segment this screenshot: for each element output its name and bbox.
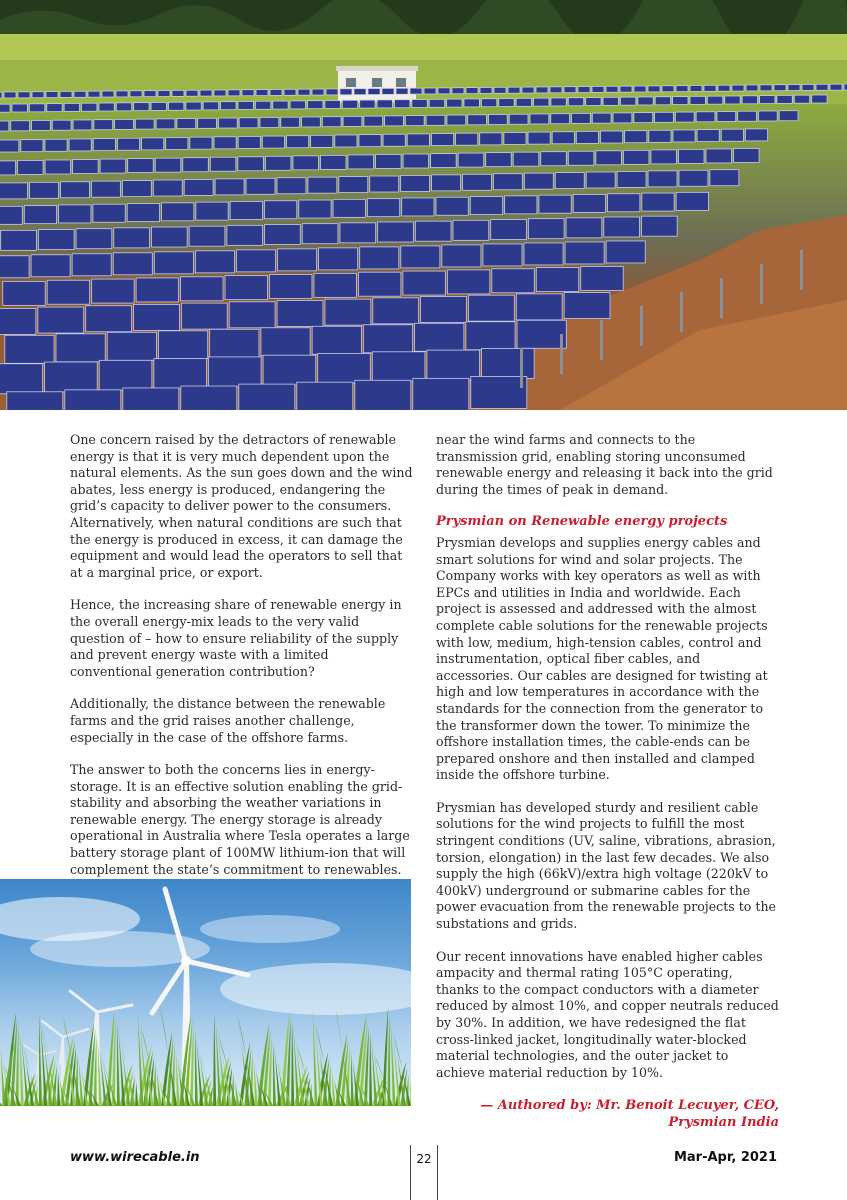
control-hut-icon: [336, 66, 418, 102]
author-byline: [436, 1097, 779, 1131]
issue-date: Mar-Apr, 2021: [673, 1150, 777, 1165]
paragraph: The answer to both the concerns lies in energy-storage. It is an effective solution enabling the grid-stability and absorbing the weather variations in renewable energy. The energy storage is already operational in Australia where Tesla operates a large battery storage plant of 100MW lithium-ion that will complement the state’s commitment to renewables.: [70, 762, 410, 877]
byline-company: Prysmian India: [668, 1115, 779, 1131]
left-text-column: [70, 432, 413, 911]
paragraph: Prysmian has developed sturdy and resilient cable solutions for the wind projects to fulfill the most stringent conditions (UV, saline, vibrations, abrasion, torsion, elongation) in the last few decades. We also supply the high (66kV)/extra high voltage (220kV to 400kV) underground or submarine cables for the power evacuation from the renewable projects to the substations and grids.: [436, 799, 777, 932]
solar-farm-photo: [0, 0, 847, 410]
page-number-box: [410, 1145, 438, 1200]
section-subheading: Prysmian on Renewable energy projects: [436, 514, 728, 530]
byline-author: — Authored by: Mr. Benoit Lecuyer, CEO,: [480, 1098, 779, 1114]
wind-turbines-graphic: [0, 879, 411, 1106]
paragraph: One concern raised by the detractors of renewable energy is that it is very much dependent upon the natural elements. As the sun goes down and the wind abates, less energy is produced, endangering the grid’s capacity to deliver power to the consumers. Alternatively, when natural conditions are such that the energy is produced in excess, it can damage the equipment and would lead the operators to sell that at a marginal price, or export.: [70, 432, 413, 580]
wind-turbines-photo: [0, 879, 411, 1106]
paragraph-continuation: near the wind farms and connects to the transmission grid, enabling storing unconsumed renewable energy and releasing it back into the grid during the times of peak in demand.: [436, 432, 773, 497]
paragraph: Hence, the increasing share of renewable energy in the overall energy-mix leads to the very valid question of – how to ensure reliability of the supply and prevent energy waste with a limited conventional generation contribution?: [70, 597, 402, 679]
right-text-column: [436, 432, 779, 1131]
paragraph: Prysmian develops and supplies energy cables and smart solutions for wind and solar projects. The Company works with key operators as well as with EPCs and utilities in India and worldwide. Each project is assessed and addressed with the almost complete cable solutions for the renewable projects with low, medium, high-tension cables, control and instrumentation, optical fiber cables, and accessories. Our cables are designed for twisting at high and low temperatures in accordance with the standards for the connection from the generator to the transformer down the tower. To minimize the offshore installation times, the cable-ends can be prepared onshore and then installed and clamped inside the offshore turbine.: [436, 534, 768, 783]
paragraph: Additionally, the distance between the renewable farms and the grid raises another challenge, especially in the case of the offshore farms.: [70, 696, 386, 745]
paragraph: Our recent innovations have enabled higher cables ampacity and thermal rating 105°C operating, thanks to the compact conductors with a diameter reduced by almost 10%, and copper neutrals reduced by 30%. In addition, we have redesigned the flat cross-linked jacket, longitudinally water-blocked material technologies, and the outer jacket to achieve material reduction by 10%.: [436, 948, 779, 1080]
website-link[interactable]: www.wirecable.in: [70, 1150, 200, 1165]
page-number: 22: [416, 1152, 432, 1166]
solar-panels-graphic: [0, 0, 847, 410]
